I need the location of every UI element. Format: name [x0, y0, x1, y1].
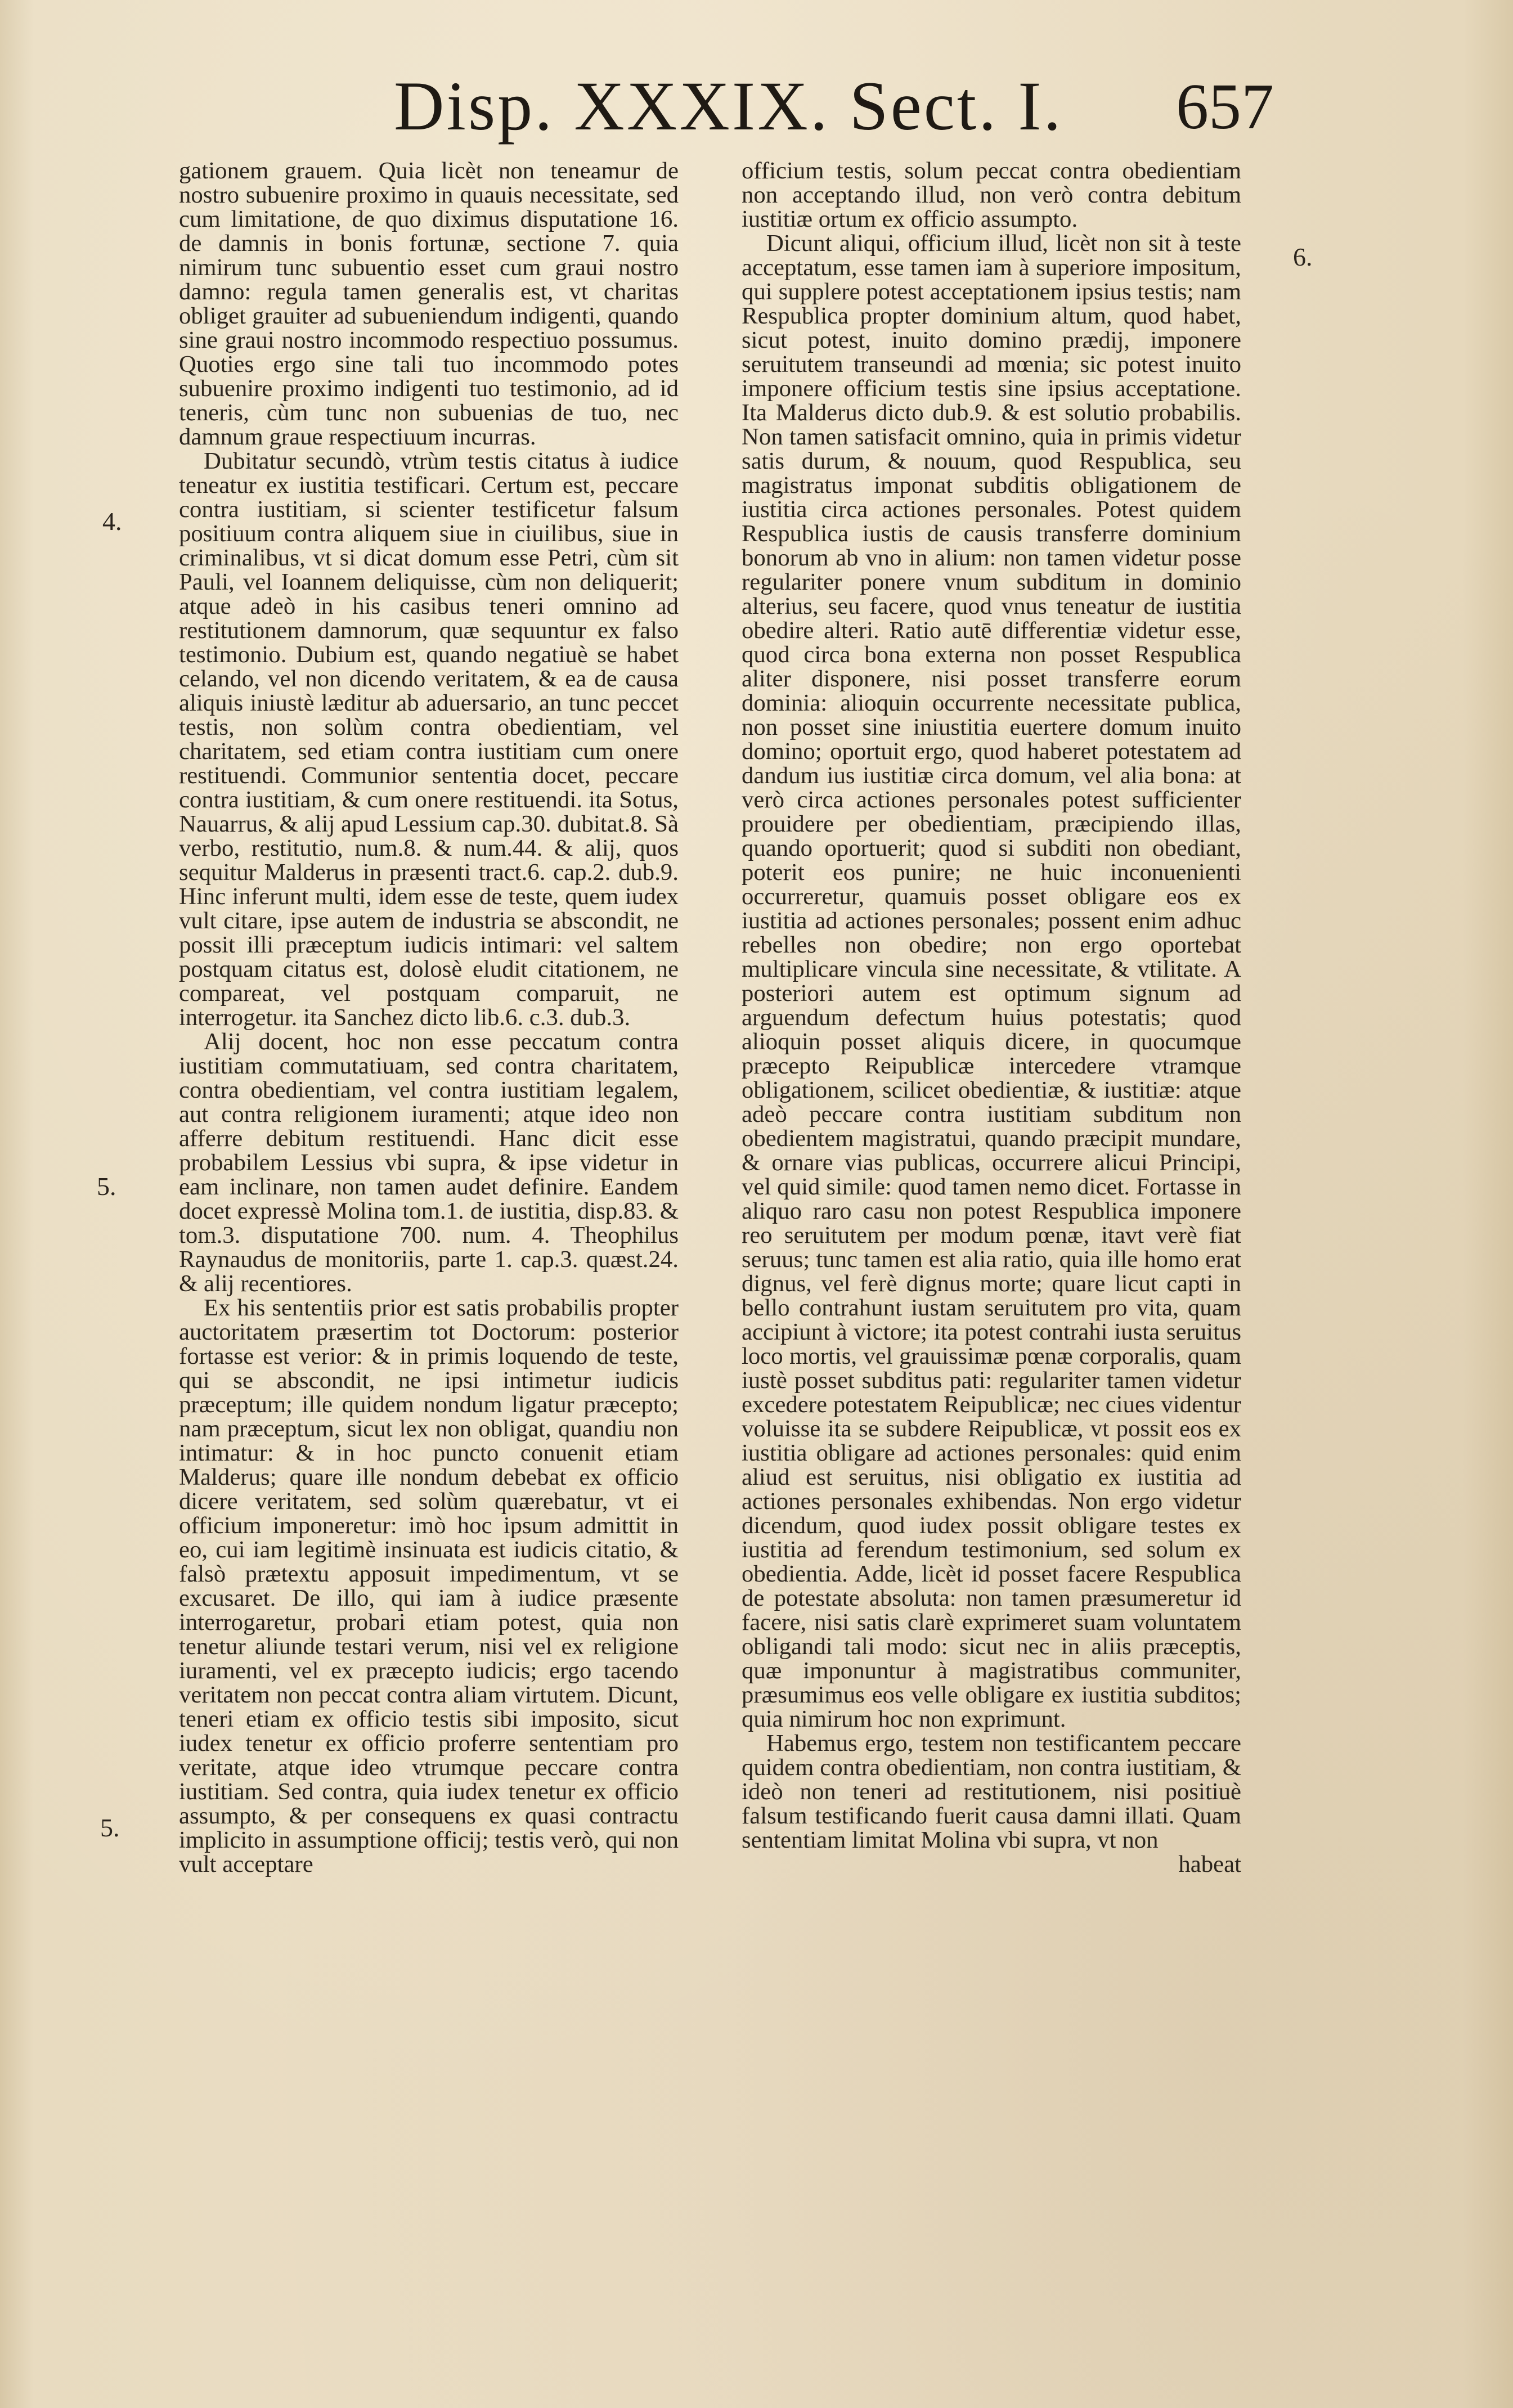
margin-number: 5.: [100, 1813, 120, 1842]
paragraph: gationem grauem. Quia licèt non teneamur de nostro subuenire proximo in quauis necessitate, sed cum limitatione, de quo diximus disputatione 16. de damnis in bonis fortunæ, sectione 7. quia nimirum tunc subuentio esset cum graui nostro damno: regula tamen generalis est, vt charitas obliget grauiter ad subueniendum indigenti, quando sine graui nostro incommodo respectiuo possumus. Quoties ergo sine tali tuo incommodo potes subuenire proximo indigenti tuo testimonio, ad id teneris, cùm tunc non subuenias de tuo, nec damnum graue respectiuum incurras.: [179, 158, 679, 450]
margin-number: 6.: [1293, 242, 1313, 271]
paragraph: Dicunt aliqui, officium illud, licèt non sit à teste acceptatum, esse tamen iam à superiore impositum, qui supplere potest acceptationem ipsius testis; nam Respublica propter dominium altum, quod habet, sicut potest, inuito domino prædij, imponere seruitutem transeundi ad mœnia; sic potest inuito imponere officium testis sine ipsius acceptatione. Ita Malderus dicto dub.9. & est solutio probabilis. Non tamen satisfacit omnino, quia in primis videtur satis durum, & nouum, quod Respublica, seu magistratus imponat subditis obligationem de iustitia circa actiones personales. Potest quidem Respublica iustis de causis transferre dominium bonorum ab vno in alium: non tamen videtur posse regulariter ponere vnum subditum in dominio alterius, seu facere, quod vnus teneatur de iustitia obedire alteri. Ratio autē differentiæ videtur esse, quod circa bona externa non posset Respublica aliter disponere, nisi posset transferre eorum dominia: alioquin occurrente necessitate publica, non posset sine iniustitia euertere domum inuito domino; oportuit ergo, quod haberet potestatem ad dandum ius iustitiæ circa domum, vel alia bona: at verò circa actiones personales potest sufficienter prouidere per obedientiam, præcipiendo illas, quando oportuerit; quod si subditi non obediant, poterit eos punire; ne huic inconuenienti occurreretur, quamuis posset obligare eos ex iustitia ad actiones personales; possent enim adhuc rebelles non obedire; non ergo oportebat multiplicare vincula sine necessitate, & vtilitate. A posteriori autem est optimum signum ad arguendum defectum huius potestatis; quod alioquin posset aliquis dicere, in quocumque præcepto Reipublicæ intercedere vtramque obligationem, scilicet obedientiæ, & iustitiæ: atque adeò peccare contra iustitiam subditum non obedientem magistratui, quando præcipit mundare, & ornare vias publicas, occurrere alicui Principi, vel quid simile: quod tamen nemo dicet. Fortasse in aliquo raro casu non potest Respublica imponere reo seruitutem per modum pœnæ, itavt verè fiat seruus; tunc tamen est alia ratio, quia ille homo erat dignus, vel ferè dignus morte; quare licut capti in bello contrahunt iustam seruitutem pro vita, quam accipiunt à victore; ita potest contrahi iusta seruitus loco mortis, vel grauissimæ pœnæ corporalis, quam iustè posset subditus pati: regulariter tamen videtur excedere potestatem Reipublicæ; nec ciues videntur voluisse ita se subdere Reipublicæ, vt possit eos ex iustitia obligare ad actiones personales: quid enim aliud est seruitus, nisi obligatio ex iustitia ad actiones personales exhibendas. Non ergo videtur dicendum, quod iudex possit obligare testes ex iustitia ad ferendum testimonium, sed solum ex obedientia. Adde, licèt id posset facere Respublica de potestate absoluta: non tamen præsumeretur id facere, nisi satis clarè exprimeret suam voluntatem obligandi tali modo: sicut nec in aliis præceptis, quæ imponuntur à magistratibus communiter, præsumimus eos velle obligare ex iustitia subditos; quia nimirum hoc non exprimunt.: [742, 230, 1241, 1732]
margin-number: 5.: [97, 1172, 116, 1201]
paragraph: Dubitatur secundò, vtrùm testis citatus à iudice teneatur ex iustitia testificari. Certum est, peccare contra iustitiam, si scienter testificetur falsum positiuum contra aliquem siue in ciuilibus, siue in criminalibus, vt si dicat domum esse Petri, cùm sit Pauli, vel Ioannem deliquisse, cùm non deliquerit; atque adeò in his casibus teneri omnino ad restitutionem damnorum, quæ sequuntur ex falso testimonio. Dubium est, quando negatiuè se habet celando, vel non dicendo veritatem, & ea de causa aliquis iniustè læditur ab aduersario, an tunc peccet testis, non solùm contra obedientiam, vel charitatem, sed etiam contra iustitiam cum onere restituendi. Communior sententia docet, peccare contra iustitiam, & cum onere restituendi. ita Sotus, Nauarrus, & alij apud Lessium cap.30. dubitat.8. Sà verbo, restitutio, num.8. & num.44. & alij, quos sequitur Malderus in præsenti tract.6. cap.2. dub.9. Hinc inferunt multi, idem esse de teste, quem iudex vult citare, ipse autem de industria se abscondit, ne possit illi præceptum iudicis intimari: vel saltem postquam citatus est, dolosè eludit citationem, ne compareat, vel postquam comparuit, ne interrogetur. ita Sanchez dicto lib.6. c.3. dub.3.: [179, 448, 679, 1031]
margin-number: 4.: [102, 507, 122, 536]
page-number: 657: [1176, 71, 1274, 143]
catchword: habeat: [1178, 1851, 1241, 1877]
running-head: Disp. XXXIX. Sect. I.: [394, 68, 1063, 145]
right-column: [742, 159, 1241, 1876]
paragraph: Ex his sententiis prior est satis probabilis propter auctoritatem præsertim tot Doctorum: posterior fortasse est verior: & in primis loquendo de teste, qui se abscondit, ne ipsi intimetur iudicis præceptum; ille quidem nondum ligatur præcepto; nam præceptum, sicut lex non obligat, quandiu non intimatur: & in hoc puncto conuenit etiam Malderus; quare ille nondum debebat ex officio dicere veritatem, sed solùm quærebatur, vt ei officium imponeretur: imò hoc ipsum admittit in eo, cui iam legitimè insinuata est iudicis citatio, & falsò prætextu apposuit impedimentum, vt se excusaret. De illo, qui iam à iudice præsente interrogaretur, probari etiam potest, quia non tenetur aliunde testari verum, nisi vel ex religione iuramenti, vel ex præcepto iudicis; ergo tacendo veritatem non peccat contra aliam virtutem. Dicunt, teneri etiam ex officio testis sibi imposito, sicut iudex tenetur ex officio proferre sententiam pro veritate, atque ideo vtrumque peccare contra iustitiam. Sed contra, quia iudex tenetur ex officio assumpto, & per consequens ex quasi contractu implicito in assumptione officij; testis verò, qui non vult acceptare: [179, 1295, 679, 1877]
paragraph: Alij docent, hoc non esse peccatum contra iustitiam commutatiuam, sed contra charitatem, contra obedientiam, vel contra iustitiam legalem, aut contra religionem iuramenti; atque ideo non afferre debitum restituendi. Hanc dicit esse probabilem Lessius vbi supra, & ipse videtur in eam inclinare, non tamen audet definire. Eandem docet expressè Molina tom.1. de iustitia, disp.83. & tom.3. disputatione 700. num. 4. Theophilus Raynaudus de monitoriis, parte 1. cap.3. quæst.24. & alij recentiores.: [179, 1028, 679, 1297]
left-column: [179, 159, 679, 1876]
paragraph: officium testis, solum peccat contra obedientiam non acceptando illud, non verò contra debitum iustitiæ ortum ex officio assumpto.: [742, 158, 1241, 232]
paragraph: Habemus ergo, testem non testificantem peccare quidem contra obedientiam, non contra iustitiam, & ideò non teneri ad restitutionem, nisi positiuè falsum testificando fuerit causa damni illati. Quam sententiam limitat Molina vbi supra, vt non: [742, 1730, 1241, 1853]
page-header: [0, 66, 1513, 151]
